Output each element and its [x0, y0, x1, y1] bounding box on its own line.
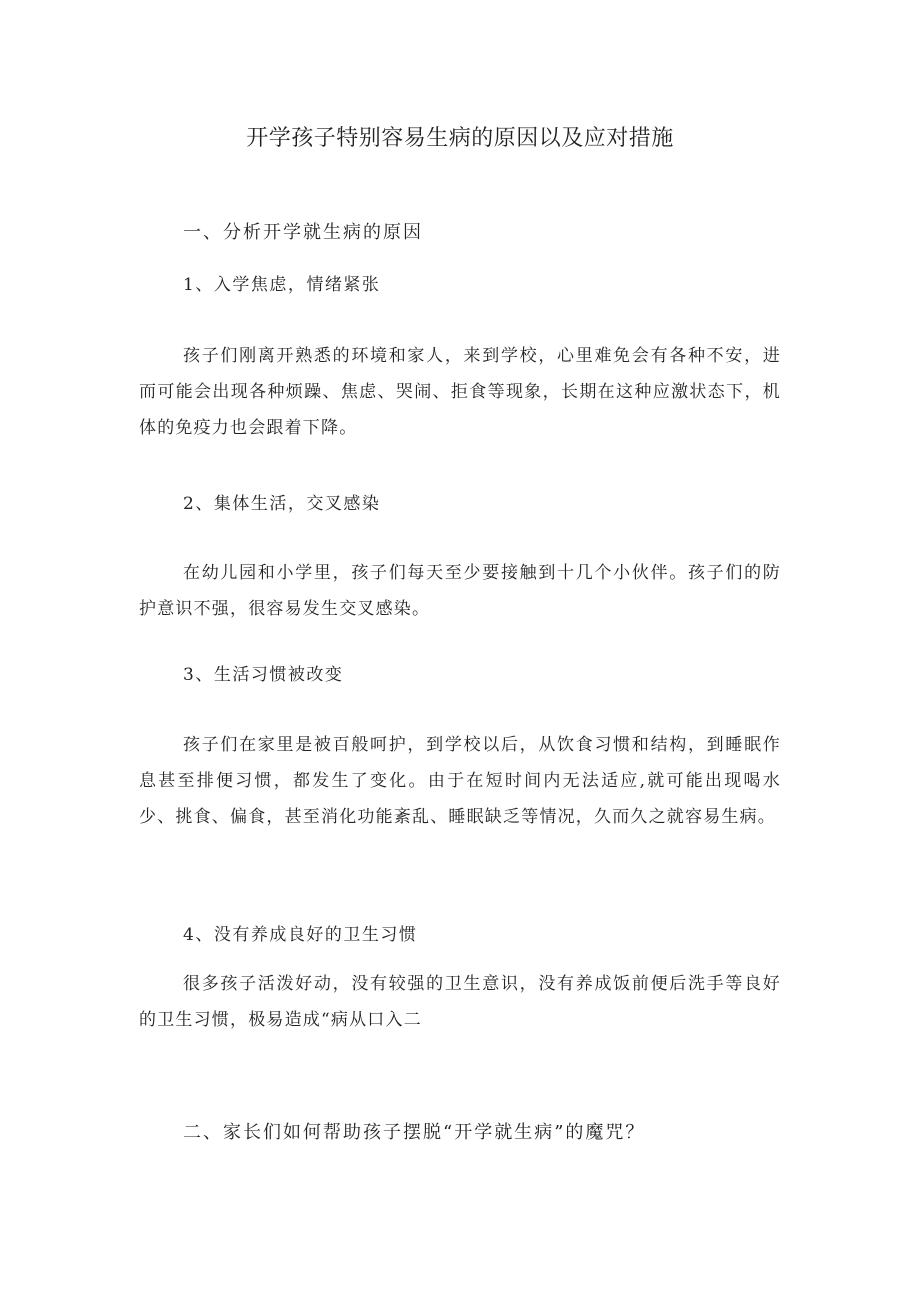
item-1-paragraph: 孩子们刚离开熟悉的环境和家人，来到学校，心里难免会有各种不安，进而可能会出现各种烦躁、焦虑、哭闹、拒食等现象，长期在这种应激状态下，机体的免疫力也会跟着下降。 — [139, 346, 781, 438]
item-3-paragraph: 孩子们在家里是被百般呵护，到学校以后，从饮食习惯和结构，到睡眠作息甚至排便习惯，都发生了变化。由于在短时间内无法适应,就可能出现喝水少、挑食、偏食，甚至消化功能紊乱、睡眠缺乏等情况，久而久之就容易生病。 — [139, 735, 781, 827]
section-2-heading: 二、家长们如何帮助孩子摆脱“开学就生病”的魔咒？ — [183, 1122, 646, 1143]
document-title: 开学孩子特别容易生病的原因以及应对措施 — [246, 126, 674, 151]
item-3-heading: 3、生活习惯被改变 — [183, 665, 344, 685]
item-1-heading: 1、入学焦虑，情绪紧张 — [183, 275, 381, 295]
section-1-heading: 一、分析开学就生病的原因 — [183, 222, 423, 243]
item-2-heading: 2、集体生活，交叉感染 — [183, 494, 381, 514]
item-4-paragraph: 很多孩子活泼好动，没有较强的卫生意识，没有养成饭前便后洗手等良好的卫生习惯，极易造成“病从口入二 — [139, 974, 781, 1030]
item-2-paragraph: 在幼儿园和小学里，孩子们每天至少要接触到十几个小伙伴。孩子们的防护意识不强，很容易发生交叉感染。 — [139, 563, 781, 619]
item-4-heading: 4、没有养成良好的卫生习惯 — [183, 925, 418, 945]
